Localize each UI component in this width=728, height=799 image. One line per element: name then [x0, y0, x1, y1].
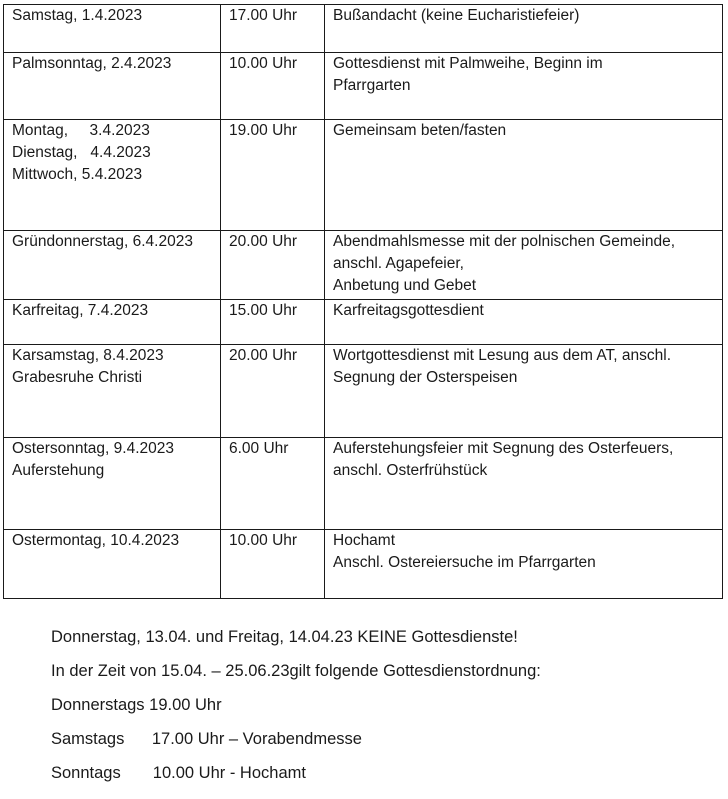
service-schedule-table: [3, 4, 723, 599]
date-line: Karfreitag, 7.4.2023: [12, 302, 149, 319]
date-cell: [4, 300, 221, 345]
date-line: Samstag, 1.4.2023: [12, 7, 143, 24]
date-line: Ostersonntag, 9.4.2023: [12, 440, 175, 457]
date-line: Montag, 3.4.2023: [12, 122, 150, 139]
time-cell: [221, 120, 325, 231]
description-line: Anbetung und Gebet: [333, 277, 477, 294]
note-no-services: Donnerstag, 13.04. und Freitag, 14.04.23 KEINE Gottesdienste!: [51, 628, 518, 646]
description-line: Abendmahlsmesse mit der polnischen Gemeinde,: [333, 233, 676, 250]
note-saturdays: Samstags 17.00 Uhr – Vorabendmesse: [51, 730, 362, 748]
description-line: anschl. Agapefeier,: [333, 255, 464, 272]
description-line: Hochamt: [333, 532, 396, 549]
description-line: Pfarrgarten: [333, 77, 411, 94]
description-line: Segnung der Osterspeisen: [333, 369, 518, 386]
table-row: [4, 300, 723, 345]
description-cell: [325, 300, 723, 345]
description-line: Bußandacht (keine Eucharistiefeier): [333, 7, 580, 24]
table-row: [4, 345, 723, 438]
date-line: Dienstag, 4.4.2023: [12, 144, 151, 161]
time-text: 10.00 Uhr: [229, 532, 298, 549]
description-cell: [325, 231, 723, 300]
time-cell: [221, 53, 325, 120]
table-row: [4, 231, 723, 300]
date-line: Auferstehung: [12, 462, 105, 479]
note-sundays: Sonntags 10.00 Uhr - Hochamt: [51, 764, 306, 782]
schedule-notes: [51, 626, 541, 796]
time-text: 20.00 Uhr: [229, 347, 298, 364]
table-row: [4, 53, 723, 120]
time-cell: [221, 438, 325, 530]
time-cell: [221, 345, 325, 438]
time-cell: [221, 5, 325, 53]
description-cell: [325, 120, 723, 231]
time-cell: [221, 300, 325, 345]
date-cell: [4, 530, 221, 599]
time-cell: [221, 530, 325, 599]
description-cell: [325, 345, 723, 438]
description-cell: [325, 53, 723, 120]
date-cell: [4, 5, 221, 53]
time-text: 6.00 Uhr: [229, 440, 289, 457]
table-row: [4, 530, 723, 599]
description-line: anschl. Osterfrühstück: [333, 462, 488, 479]
date-line: Karsamstag, 8.4.2023: [12, 347, 164, 364]
description-line: Auferstehungsfeier mit Segnung des Osterfeuers,: [333, 440, 674, 457]
time-text: 19.00 Uhr: [229, 122, 298, 139]
date-line: Gründonnerstag, 6.4.2023: [12, 233, 193, 250]
description-cell: [325, 5, 723, 53]
description-cell: [325, 438, 723, 530]
table-row: [4, 120, 723, 231]
time-text: 15.00 Uhr: [229, 302, 298, 319]
time-cell: [221, 231, 325, 300]
description-cell: [325, 530, 723, 599]
time-text: 17.00 Uhr: [229, 7, 298, 24]
date-line: Mittwoch, 5.4.2023: [12, 166, 143, 183]
date-line: Grabesruhe Christi: [12, 369, 143, 386]
date-cell: [4, 53, 221, 120]
description-line: Karfreitagsgottesdient: [333, 302, 484, 319]
note-period: In der Zeit von 15.04. – 25.06.23gilt folgende Gottesdienstordnung:: [51, 662, 541, 680]
date-line: Palmsonntag, 2.4.2023: [12, 55, 172, 72]
date-cell: [4, 120, 221, 231]
description-line: Wortgottesdienst mit Lesung aus dem AT, anschl.: [333, 347, 672, 364]
time-text: 10.00 Uhr: [229, 55, 298, 72]
time-text: 20.00 Uhr: [229, 233, 298, 250]
description-line: Anschl. Ostereiersuche im Pfarrgarten: [333, 554, 596, 571]
note-thursdays: Donnerstags 19.00 Uhr: [51, 696, 222, 714]
description-line: Gemeinsam beten/fasten: [333, 122, 507, 139]
description-line: Gottesdienst mit Palmweihe, Beginn im: [333, 55, 603, 72]
date-line: Ostermontag, 10.4.2023: [12, 532, 180, 549]
date-cell: [4, 345, 221, 438]
date-cell: [4, 438, 221, 530]
date-cell: [4, 231, 221, 300]
table-row: [4, 438, 723, 530]
table-row: [4, 5, 723, 53]
